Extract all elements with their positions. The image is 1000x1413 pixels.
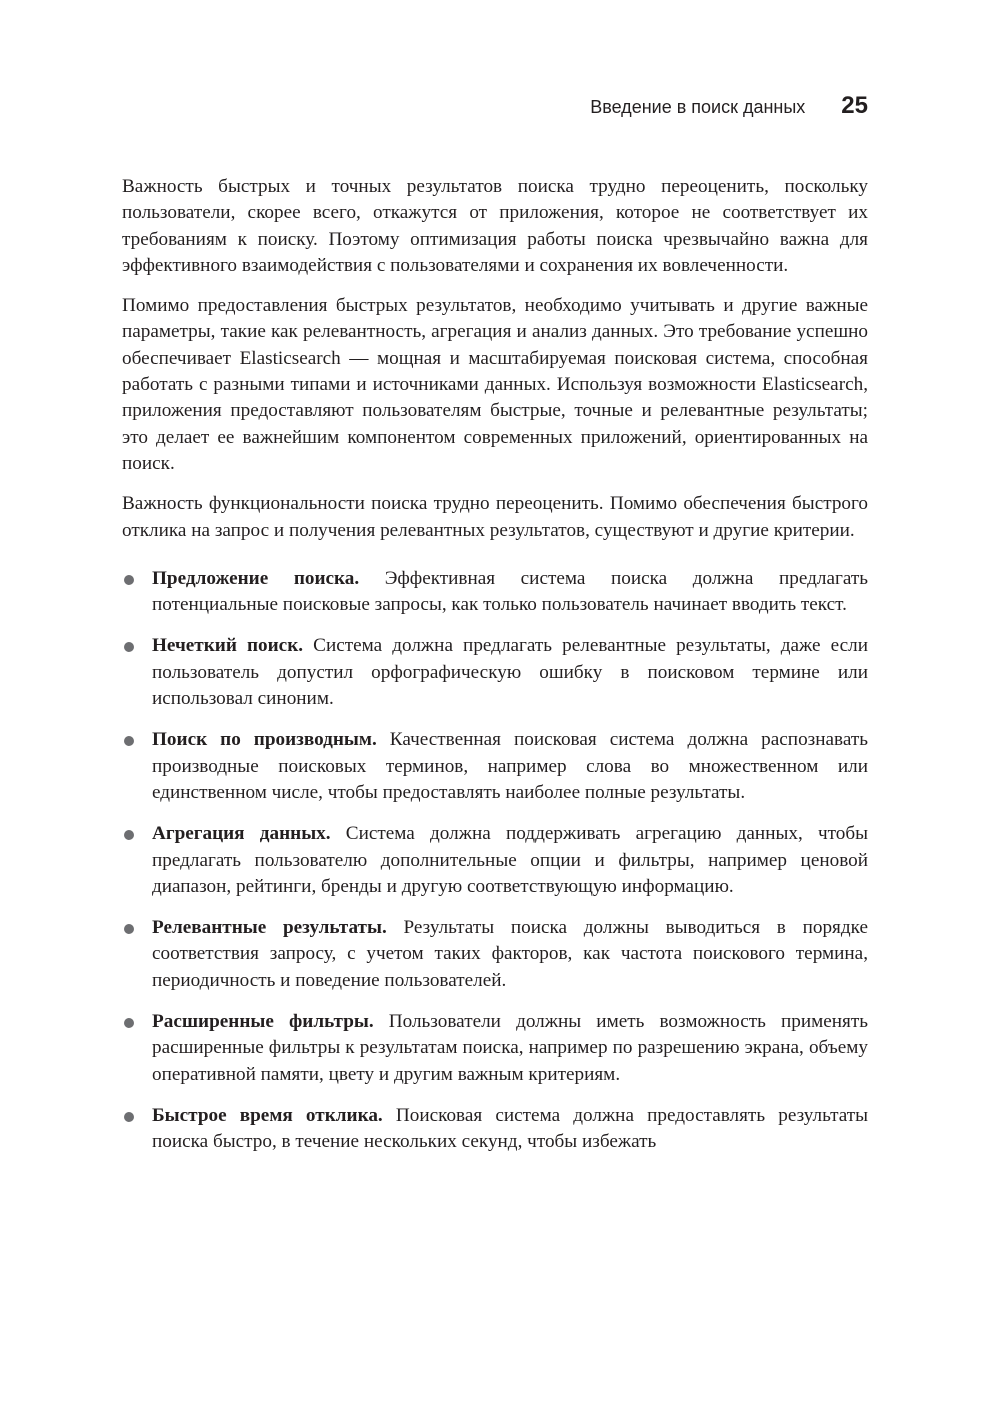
chapter-title: Введение в поиск данных — [590, 97, 806, 117]
bullet-icon — [124, 1018, 134, 1028]
bullet-icon — [124, 924, 134, 934]
bullet-icon — [124, 1112, 134, 1122]
list-item-term: Релевантные результаты. — [152, 917, 387, 939]
paragraph: Помимо предоставления быстрых результатов, необходимо учитывать и другие важные параметры, такие как релевантность, агрегация и анализ данных. Это требование успешно обеспечивает Elasticsearch — мощная и масштабируемая поисковая система, способная работать с разными типами и источниками данных. Используя возможности Elasticsearch, приложения предоставляют пользователям быстрые, точные и релевантные результаты; это делает ее важнейшим компонентом современных приложений, ориентированных на поиск. — [122, 295, 868, 474]
bullet-icon — [124, 736, 134, 746]
paragraph: Важность функциональности поиска трудно переоценить. Помимо обеспечения быстрого отклика на запрос и получения релевантных результатов, существуют и другие критерии. — [122, 493, 868, 541]
list-item-term: Расширенные фильтры. — [152, 1011, 374, 1033]
list-item — [122, 566, 868, 619]
list-item — [122, 1103, 868, 1156]
list-item-term: Предложение поиска. — [152, 567, 360, 589]
list-item-text: Качественная поисковая система должна распознавать производные поисковых терминов, например слова во множественном или единственном числе, чтобы предоставлять наиболее полные результаты. — [152, 729, 868, 803]
list-item-term: Нечеткий поиск. — [152, 635, 304, 657]
list-item — [122, 1009, 868, 1088]
list-item — [122, 821, 868, 900]
bullet-icon — [124, 642, 134, 652]
body-text — [122, 174, 868, 1171]
list-item-term: Поиск по производным. — [152, 729, 377, 751]
list-item — [122, 633, 868, 712]
list-item-text: Система должна поддерживать агрегацию данных, чтобы предлагать пользователю дополнительные опции и фильтры, например ценовой диапазон, рейтинги, бренды и другую соответствующую информацию. — [152, 823, 869, 897]
list-item-text: Система должна предлагать релевантные результаты, даже если пользователь допустил орфографическую ошибку в поисковом термине или использовал синоним. — [152, 635, 868, 710]
bullet-icon — [124, 830, 134, 840]
list-item-text: Пользователи должны иметь возможность применять расширенные фильтры к результатам поиска, например по разрешению экрана, объему оперативной памяти, цвету и другим важным критериям. — [152, 1011, 868, 1085]
running-header — [590, 92, 868, 120]
bullet-icon — [124, 575, 134, 585]
list-item-term: Агрегация данных. — [152, 823, 331, 845]
list-item-text: Результаты поиска должны выводиться в порядке соответствия запросу, с учетом таких факторов, как частота поискового термина, периодичность и поведение пользователей. — [152, 917, 868, 991]
page-number: 25 — [841, 92, 868, 119]
list-item — [122, 915, 868, 994]
list-item-text: Эффективная система поиска должна предлагать потенциальные поисковые запросы, как только пользователь начинает вводить текст. — [152, 567, 869, 616]
criteria-list — [122, 566, 868, 1156]
list-item-text: Поисковая система должна предоставлять результаты поиска быстро, в течение нескольких секунд, чтобы избежать — [152, 1104, 869, 1153]
paragraph: Важность быстрых и точных результатов поиска трудно переоценить, поскольку пользователи, скорее всего, откажутся от приложения, которое не соответствует их требованиям к поиску. Поэтому оптимизация работы поиска чрезвычайно важна для эффективного взаимодействия с пользователями и сохранения их вовлеченности. — [122, 176, 868, 276]
list-item-term: Быстрое время отклика. — [152, 1104, 383, 1126]
list-item — [122, 727, 868, 806]
